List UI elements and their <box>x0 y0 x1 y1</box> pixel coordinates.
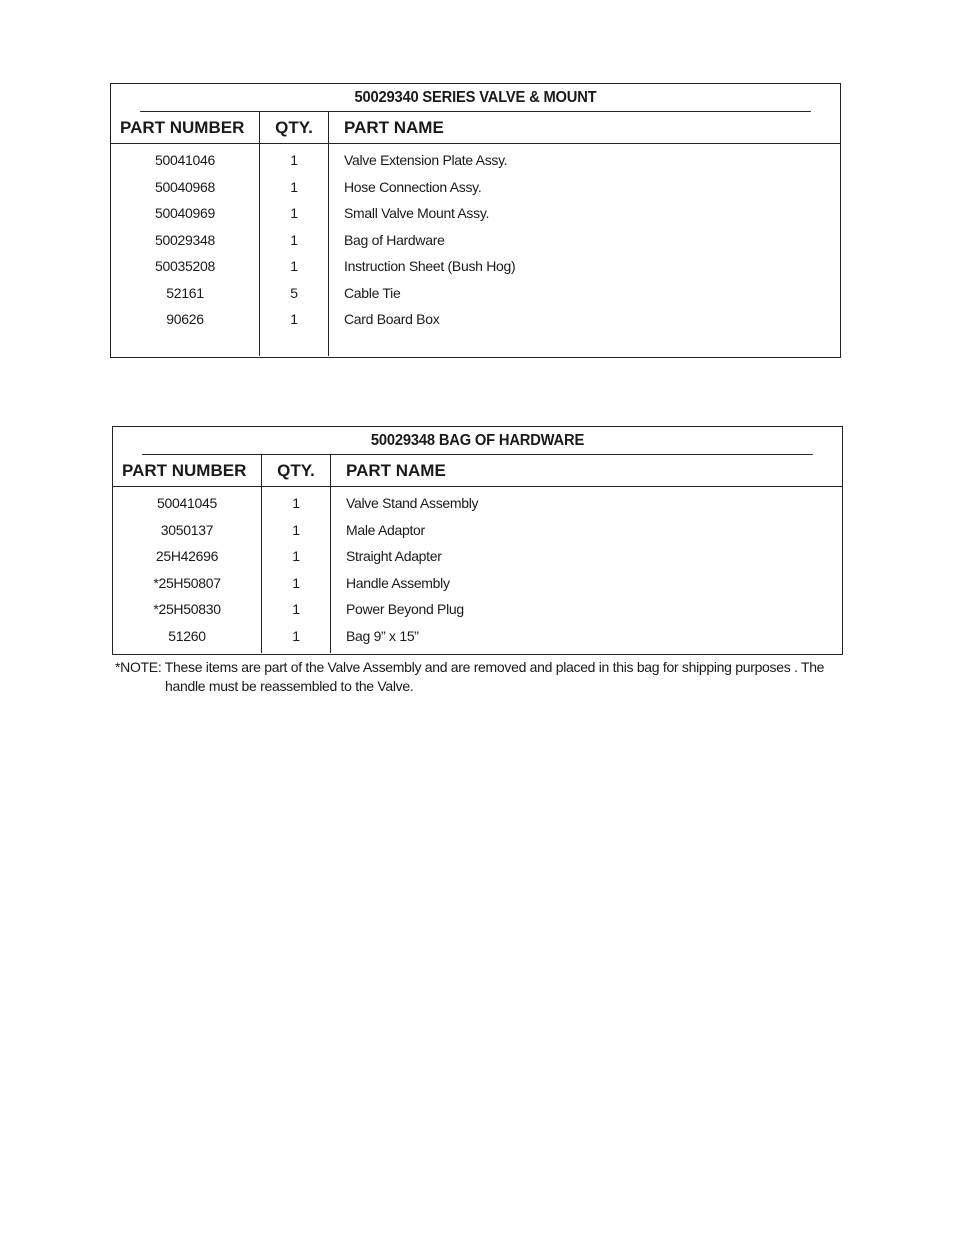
part-number-cell: 50041046 <box>155 152 215 168</box>
part-number-column <box>111 144 260 356</box>
qty-cell: 1 <box>292 495 300 511</box>
qty-cell: 1 <box>290 311 298 327</box>
bag-of-hardware-parts-table <box>112 426 843 655</box>
part-number-cell: *25H50830 <box>153 601 221 617</box>
table-body <box>113 487 842 653</box>
part-number-cell: 50040968 <box>155 178 215 195</box>
part-name-cell: Bag 9” x 15” <box>346 627 419 644</box>
header-part-name: PART NAME <box>344 118 444 137</box>
qty-cell: 1 <box>290 205 298 221</box>
part-number-cell: 25H42696 <box>155 548 219 564</box>
part-name-cell: Valve Stand Assembly <box>346 495 479 511</box>
table-title: 50029348 BAG OF HARDWARE <box>142 427 813 455</box>
table-body <box>111 144 840 356</box>
qty-cell: 1 <box>290 152 298 168</box>
qty-cell: 1 <box>292 627 300 644</box>
header-qty: QTY. <box>260 112 329 143</box>
part-number-cell: 3050137 <box>160 521 214 538</box>
qty-cell: 1 <box>290 178 298 195</box>
part-number-column <box>113 487 262 653</box>
table-title: 50029340 SERIES VALVE & MOUNT <box>140 84 811 112</box>
part-name-column <box>331 487 842 653</box>
part-name-cell: Card Board Box <box>344 311 440 327</box>
qty-cell: 1 <box>290 231 298 248</box>
part-number-cell: *25H50807 <box>153 574 221 591</box>
part-name-cell: Bag of Hardware <box>344 231 445 248</box>
part-number-cell: 50035208 <box>155 258 215 274</box>
part-number-cell: 51260 <box>168 627 206 644</box>
qty-cell: 1 <box>292 548 300 564</box>
part-name-cell: Hose Connection Assy. <box>344 178 482 195</box>
valve-mount-parts-table <box>110 83 841 358</box>
part-number-cell: 50041045 <box>157 495 217 511</box>
qty-column <box>262 487 331 653</box>
part-number-cell: 50040969 <box>155 205 215 221</box>
header-qty: QTY. <box>262 455 331 486</box>
shipping-note <box>115 658 835 696</box>
part-name-cell: Valve Extension Plate Assy. <box>344 152 508 168</box>
note-line-2: handle must be reassembled to the Valve. <box>165 678 414 694</box>
part-name-cell: Male Adaptor <box>346 521 425 538</box>
part-name-cell: Cable Tie <box>344 284 401 301</box>
part-name-cell: Instruction Sheet (Bush Hog) <box>344 258 516 274</box>
part-name-cell: Power Beyond Plug <box>346 601 464 617</box>
part-number-cell: 90626 <box>166 311 204 327</box>
qty-cell: 1 <box>292 601 300 617</box>
qty-cell: 1 <box>292 521 300 538</box>
qty-cell: 1 <box>292 574 300 591</box>
part-name-cell: Handle Assembly <box>346 574 450 591</box>
part-number-cell: 52161 <box>166 284 204 301</box>
qty-cell: 5 <box>290 284 298 301</box>
part-name-cell: Small Valve Mount Assy. <box>344 205 490 221</box>
qty-cell: 1 <box>290 258 298 274</box>
qty-column <box>260 144 329 356</box>
table-header-row <box>113 455 842 487</box>
part-number-cell: 50029348 <box>155 231 215 248</box>
part-name-column <box>329 144 840 356</box>
table-header-row <box>111 112 840 144</box>
note-line-1: *NOTE: These items are part of the Valve Assembly and are removed and placed in this bag for shipping purposes . The <box>115 659 825 675</box>
header-part-number: PART NUMBER <box>113 455 262 486</box>
part-name-cell: Straight Adapter <box>346 548 442 564</box>
header-part-number: PART NUMBER <box>111 112 260 143</box>
header-part-name: PART NAME <box>346 461 446 480</box>
